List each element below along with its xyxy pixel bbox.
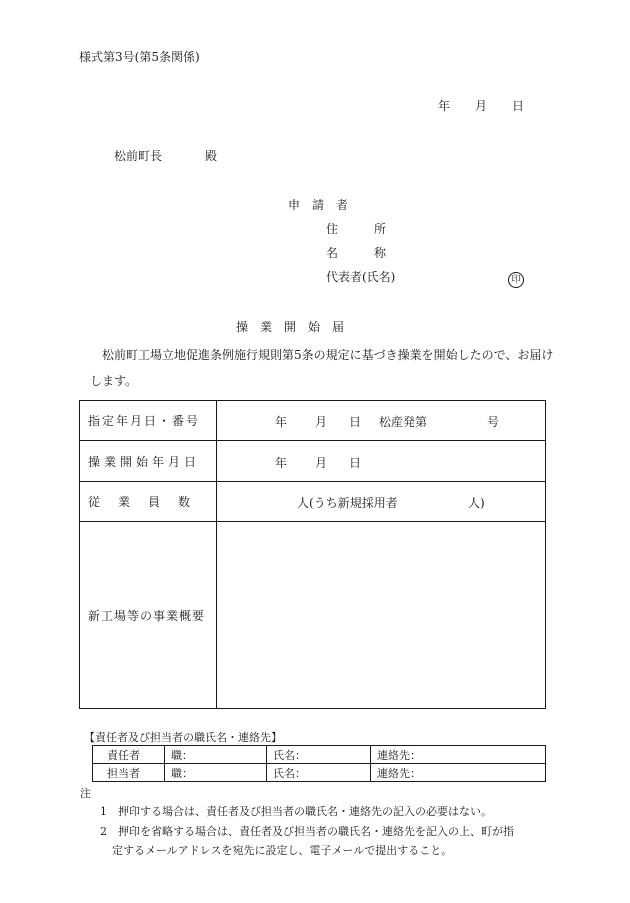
row-label [80, 522, 217, 709]
table-row [80, 441, 546, 482]
row2-label: 操業開始年月日 [88, 454, 201, 469]
row2-year: 年 [275, 456, 288, 470]
contact-role: 責任者 [93, 746, 165, 764]
row1-number: 号 [487, 415, 500, 429]
row1-day: 日 [349, 415, 362, 429]
form-code: 様式第3号(第5条関係) [79, 50, 200, 64]
note-2-line1: 2 押印を省略する場合は、責任者及び担当者の職氏名・連絡先を記入の上、町が指 [100, 825, 514, 838]
row2-value [217, 441, 546, 482]
date-month: 月 [474, 99, 487, 113]
contact-title: 職： [165, 746, 267, 764]
row-label [80, 482, 217, 522]
note-2-line2: 定するメールアドレスを宛先に設定し、電子メールで提出すること。 [112, 844, 453, 857]
row4-value [217, 522, 546, 709]
row4-label: 新工場等の事業概要 [88, 608, 206, 623]
date-day: 日 [511, 99, 524, 113]
contact-heading: 【責任者及び担当者の職氏名・連絡先】 [84, 731, 282, 744]
row1-value [217, 401, 546, 441]
row3-value-b: 人) [468, 496, 485, 510]
date-line [438, 97, 524, 114]
seal-mark: 印 [508, 272, 524, 288]
notes-label: 注 [80, 787, 91, 800]
applicant-heading: 申 請 者 [288, 198, 349, 212]
addressee-honorific: 殿 [205, 149, 218, 163]
contact-table [92, 745, 546, 782]
contact-role: 担当者 [93, 764, 165, 782]
contact-title: 職： [165, 764, 267, 782]
note-1: 1 押印する場合は、責任者及び担当者の職氏名・連絡先の記入の必要はない。 [100, 805, 492, 818]
row1-issuer: 松産発第 [379, 415, 428, 429]
seal-icon [508, 267, 524, 288]
contact-name: 氏名： [267, 764, 371, 782]
contact-contact: 連絡先： [371, 746, 546, 764]
row-label [80, 401, 217, 441]
row3-value-a: 人(うち新規採用者 [297, 496, 398, 510]
table-row [80, 401, 546, 441]
table-row [80, 482, 546, 522]
table-row [93, 746, 546, 764]
row1-year: 年 [275, 415, 288, 429]
doc-title: 操 業 開 始 届 [236, 320, 345, 334]
row2-month: 月 [315, 456, 328, 470]
contact-name: 氏名： [267, 746, 371, 764]
row2-day: 日 [349, 456, 362, 470]
contact-contact: 連絡先： [371, 764, 546, 782]
info-table [79, 400, 546, 709]
row1-label: 指定年月日・番号 [88, 414, 201, 428]
date-year: 年 [438, 99, 451, 113]
table-row [93, 764, 546, 782]
applicant-rep-label: 代表者(氏名) [326, 270, 396, 284]
row-label [80, 441, 217, 482]
body-text-line1: 松前町工場立地促進条例施行規則第5条の規定に基づき操業を開始したので、お届け [102, 348, 554, 362]
applicant-name-label: 名 称 [326, 246, 387, 260]
row3-label: 従業員数 [88, 495, 209, 509]
row1-month: 月 [315, 415, 328, 429]
table-row [80, 522, 546, 709]
body-text-line2: します。 [90, 374, 138, 388]
addressee-name: 松前町長 [114, 149, 163, 163]
row3-value [217, 482, 546, 522]
applicant-address-label: 住 所 [326, 222, 387, 236]
